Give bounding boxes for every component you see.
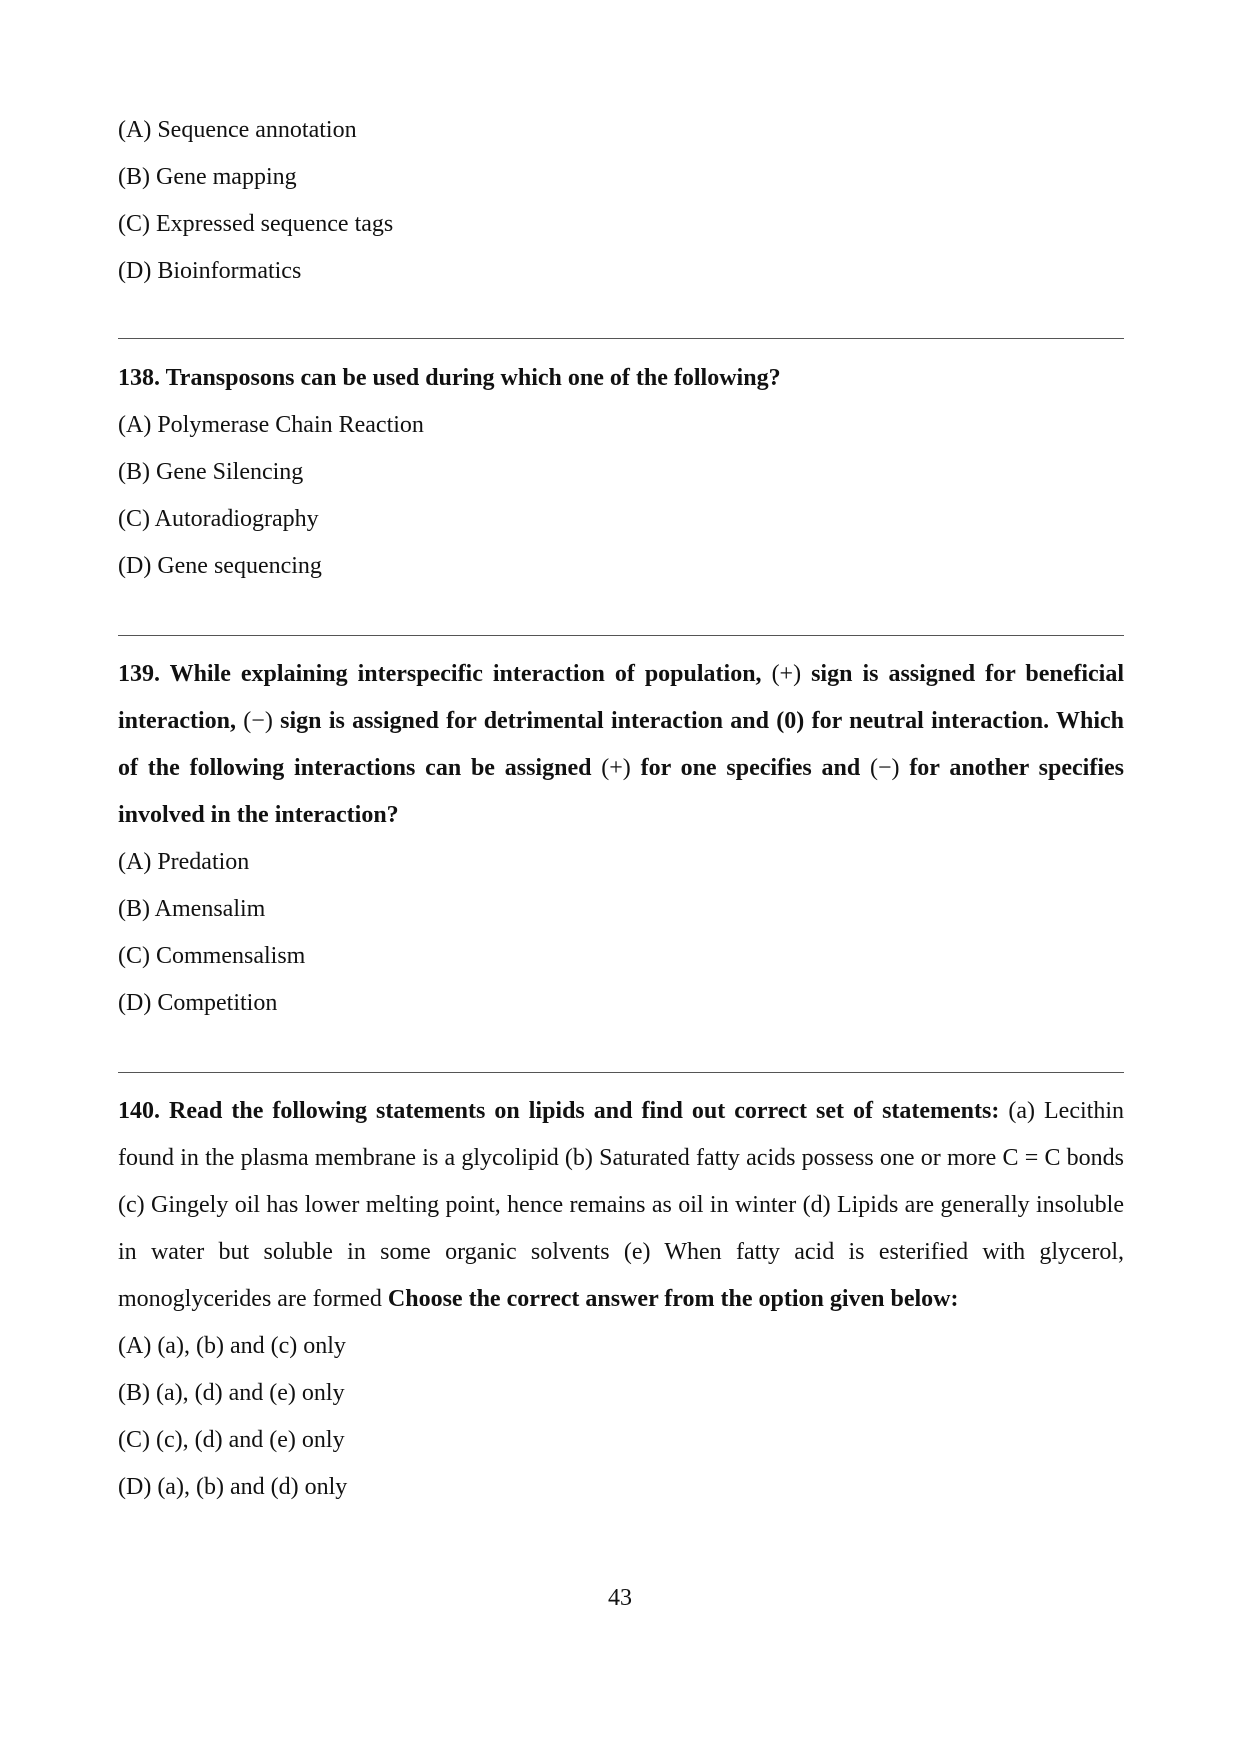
q-part: sign is assigned for beneficial interaction, xyxy=(118,661,1124,734)
q-instruction: Choose the correct answer from the option given below: xyxy=(387,1286,959,1312)
option-d: (D) (a), (b) and (d) only xyxy=(118,1474,348,1500)
option-a: (A) (a), (b) and (c) only xyxy=(118,1333,346,1359)
option-c: (C) Autoradiography xyxy=(118,506,319,532)
q-part: 139. While explaining interspecific interaction of population, xyxy=(118,661,772,687)
option-c: (C) Commensalism xyxy=(118,943,306,969)
minus-sign: (−) xyxy=(243,708,273,734)
question-text xyxy=(118,651,1124,839)
q-part: for another specifies involved in the interaction? xyxy=(118,755,1124,828)
question-139 xyxy=(118,651,1124,1027)
question-text xyxy=(118,1088,1124,1323)
q-part: for one specifies and xyxy=(630,755,870,781)
q-lead: 140. Read the following statements on lipids and find out correct set of statements: xyxy=(118,1098,1000,1124)
plus-sign: (+) xyxy=(601,755,631,781)
option-b: (B) Gene mapping xyxy=(118,164,297,190)
option-d: (D) Competition xyxy=(118,990,278,1016)
option-c: (C) (c), (d) and (e) only xyxy=(118,1427,345,1453)
plus-sign: (+) xyxy=(771,661,802,687)
page-number: 43 xyxy=(608,1585,632,1611)
divider xyxy=(118,1072,1124,1073)
question-138 xyxy=(118,355,1124,590)
option-a: (A) Sequence annotation xyxy=(118,117,357,143)
option-a: (A) Polymerase Chain Reaction xyxy=(118,412,424,438)
option-d: (D) Bioinformatics xyxy=(118,258,302,284)
question-140 xyxy=(118,1088,1124,1511)
option-d: (D) Gene sequencing xyxy=(118,553,322,579)
option-b: (B) Gene Silencing xyxy=(118,459,304,485)
question-text: 138. Transposons can be used during which one of the following? xyxy=(118,365,781,391)
q-part: sign is assigned for detrimental interaction and (0) for neutral interaction. Which of the following interactions can be assigned xyxy=(118,708,1124,781)
q137-options xyxy=(118,107,1124,295)
option-a: (A) Predation xyxy=(118,849,250,875)
minus-sign: (−) xyxy=(869,755,900,781)
q-statements: (a) Lecithin found in the plasma membrane is a glycolipid (b) Saturated fatty acids possess one or more C = C bonds (c) Gingely oil has lower melting point, hence remains as oil in winter (d) Lipids are generally insoluble in water but soluble in some organic solvents (e) When fatty acid is esterified with glycerol, monoglycerides are formed xyxy=(118,1098,1124,1312)
option-c: (C) Expressed sequence tags xyxy=(118,211,394,237)
option-b: (B) (a), (d) and (e) only xyxy=(118,1380,345,1406)
divider xyxy=(118,338,1124,339)
divider xyxy=(118,635,1124,636)
option-b: (B) Amensalim xyxy=(118,896,266,922)
